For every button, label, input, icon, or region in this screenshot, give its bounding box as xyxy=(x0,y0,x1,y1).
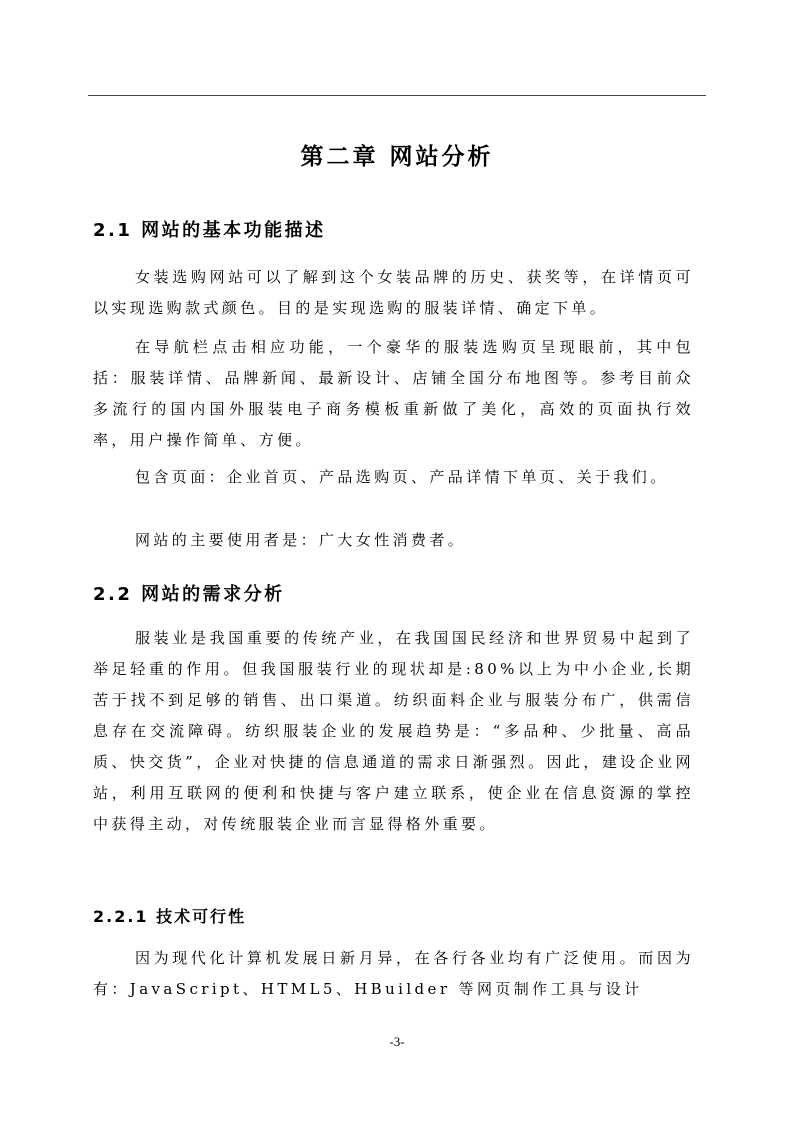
section-heading-2-1: 2.1 网站的基本功能描述 xyxy=(93,220,326,241)
header-rule xyxy=(88,95,706,96)
section-heading-2-2: 2.2 网站的需求分析 xyxy=(93,584,285,605)
paragraph: 包含页面：企业首页、产品选购页、产品详情下单页、关于我们。 xyxy=(135,468,669,486)
paragraph: 在导航栏点击相应功能，一个豪华的服装选购页呈现眼前，其中包括：服装详情、品牌新闻、最新设计、店铺全国分布地图等。参考目前众多流行的国内国外服装电子商务模板重新做了美化，高效的页面执行效率，用户操作简单、方便。 xyxy=(93,338,694,449)
page-number: -3- xyxy=(389,1034,405,1049)
chapter-title: 第二章 网站分析 xyxy=(300,144,494,170)
paragraph: 因为现代化计算机发展日新月异，在各行各业均有广泛使用。而因为有：JavaScript、HTML5、HBuilder 等网页制作工具与设计 xyxy=(93,949,694,998)
paragraph: 服装业是我国重要的传统产业，在我国国民经济和世界贸易中起到了举足轻重的作用。但我国服装行业的现状却是:80%以上为中小企业,长期苦于找不到足够的销售、出口渠道。纺织面料企业与服装分布广，供需信息存在交流障碍。纺织服装企业的发展趋势是：“多品种、少批量、高品质、快交货”，企业对快捷的信息通道的需求日渐强烈。因此，建设企业网站，利用互联网的便利和快捷与客户建立联系，使企业在信息资源的掌控中获得主动，对传统服装企业而言显得格外重要。 xyxy=(93,629,694,833)
subsection-heading-2-2-1: 2.2.1 技术可行性 xyxy=(93,907,247,926)
paragraph: 女装选购网站可以了解到这个女装品牌的历史、获奖等，在详情页可以实现选购款式颜色。目的是实现选购的服装详情、确定下单。 xyxy=(93,268,694,317)
paragraph: 网站的主要使用者是：广大女性消费者。 xyxy=(135,531,467,549)
